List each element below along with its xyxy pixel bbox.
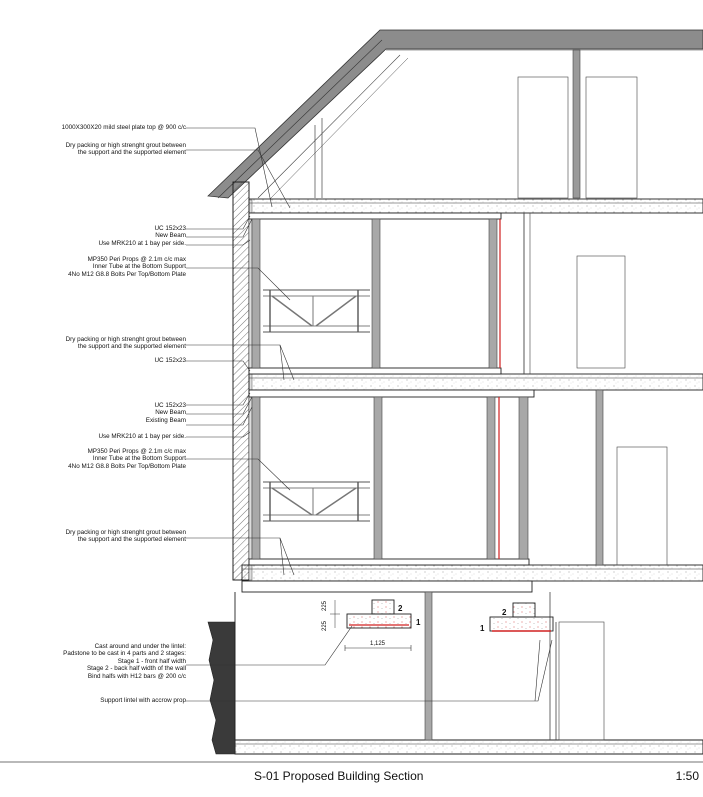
- note-line: 1000X300X20 mild steel plate top @ 900 c/c: [61, 124, 186, 131]
- upper-props: [252, 219, 500, 368]
- note-line: Padstone to be cast in 4 parts and 2 stages:: [63, 650, 186, 658]
- note-line: Bind halfs with H12 bars @ 200 c/c: [87, 672, 186, 680]
- note-line: UC 152x23: [154, 402, 186, 409]
- note-line: MP350 Peri Props @ 2.1m c/c max: [87, 448, 186, 455]
- dim-pad-width: 1,125: [370, 641, 386, 647]
- note-lower-mrk: [98, 433, 186, 440]
- note-line: UC 152x23: [154, 357, 186, 364]
- note-line: MP350 Peri Props @ 2.1m c/c max: [87, 256, 186, 263]
- note-steel-plate: [62, 124, 186, 131]
- note-line: Stage 2 - back half width of the wall: [86, 665, 186, 673]
- roof: [208, 30, 703, 199]
- note-lower-beams: [146, 402, 186, 424]
- note-uc-mid: [154, 357, 186, 364]
- stage-label-left-1: 1: [416, 618, 421, 627]
- upper-mrk-frame: [263, 290, 370, 332]
- dim-pad-height-bottom: 225: [322, 620, 328, 631]
- dim-pad-height-top: 225: [322, 600, 328, 611]
- note-lintel: [100, 697, 186, 704]
- note-upper-beams: [98, 225, 186, 247]
- note-line: Dry packing or high strenght grout between: [65, 142, 186, 149]
- note-line: Inner Tube at the Bottom Support: [92, 455, 186, 463]
- note-padstone: [63, 643, 186, 680]
- padstone-right: [490, 603, 553, 631]
- note-line: Inner Tube at the Bottom Support: [92, 263, 186, 271]
- drawing-title: S-01 Proposed Building Section: [254, 769, 424, 783]
- drawing-scale: 1:50: [675, 769, 699, 783]
- stage-label-right-2: 2: [502, 608, 507, 617]
- stage-label-left-2: 2: [398, 604, 403, 613]
- note-line: UC 152x23: [154, 225, 186, 232]
- note-packing-top: [66, 142, 186, 157]
- note-lower-props: [68, 448, 186, 470]
- note-line: Dry packing or high strenght grout between: [65, 529, 186, 536]
- note-line: Stage 1 - front half width: [117, 657, 186, 665]
- note-line: New Beam: [155, 232, 186, 240]
- note-packing-mid: [66, 336, 186, 351]
- note-line: the support and the supported element: [77, 149, 186, 157]
- note-line: Existing Beam: [145, 416, 186, 424]
- stage-label-right-1: 1: [480, 624, 485, 633]
- note-line: Dry packing or high strenght grout between: [65, 336, 186, 343]
- note-line: Use MRK210 at 1 bay per side.: [98, 433, 186, 440]
- interior-elements: [425, 213, 667, 740]
- basement-wall: [208, 592, 235, 754]
- note-line: the support and the supported element: [77, 536, 186, 544]
- floor-slabs: [235, 199, 703, 754]
- note-line: the support and the supported element: [77, 343, 186, 351]
- note-upper-props: [68, 256, 186, 278]
- note-packing-low: [66, 529, 186, 544]
- note-line: Support lintel with accrow prop: [100, 697, 186, 704]
- note-line: Use MRK210 at 1 bay per side.: [98, 239, 186, 247]
- note-line: 4No M12 G8.8 Bolts Per Top/Bottom Plate: [68, 462, 186, 470]
- note-line: 4No M12 G8.8 Bolts Per Top/Bottom Plate: [68, 270, 186, 278]
- note-line: New Beam: [155, 409, 186, 417]
- lower-props: [252, 397, 528, 559]
- note-line: Cast around and under the lintel:: [94, 643, 186, 650]
- lower-mrk-frame: [263, 482, 370, 521]
